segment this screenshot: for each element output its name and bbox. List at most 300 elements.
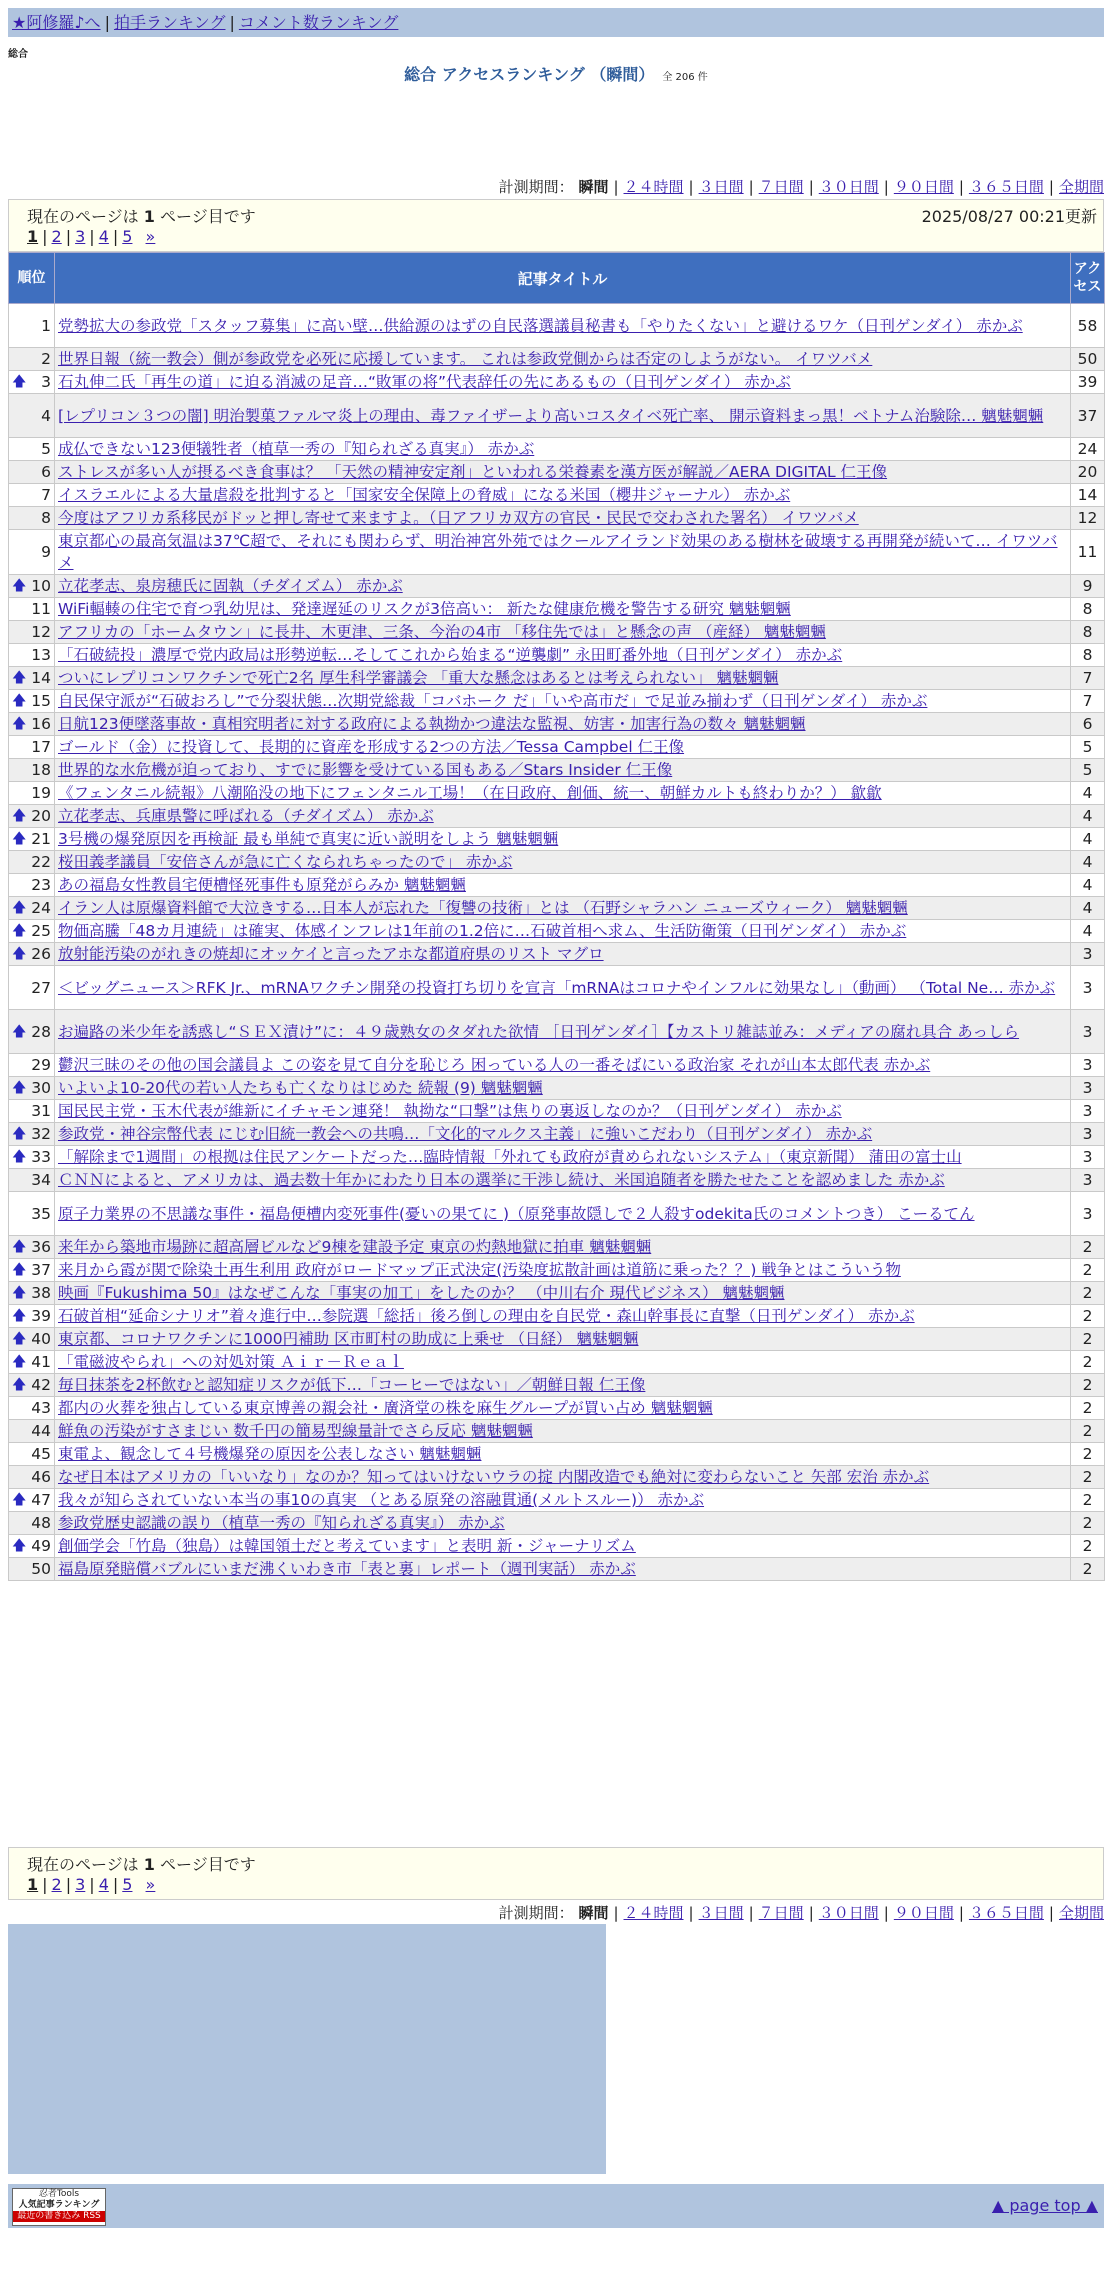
rank-cell: [9, 1420, 55, 1443]
access-count: 39: [1071, 371, 1105, 394]
article-link[interactable]: 今度はアフリカ系移民がドッと押し寄せて来ますよ。（日アフリカ双方の官民・民民で交わされた署名） イワツバメ: [58, 509, 859, 527]
title-cell: [55, 736, 1071, 759]
title-cell: [55, 1512, 1071, 1535]
ninja-tools-badge[interactable]: [12, 2188, 106, 2226]
page-title: [0, 62, 1112, 85]
article-link[interactable]: 鮮魚の汚染がすさまじい 数千円の簡易型線量計でさら反応 魑魅魍魎: [58, 1422, 533, 1440]
rank-number: 17: [31, 738, 51, 756]
access-count: 3: [1071, 1146, 1105, 1169]
table-row: [9, 348, 1105, 371]
title-cell: [55, 828, 1071, 851]
table-row: [9, 1420, 1105, 1443]
rank-number: 50: [31, 1560, 51, 1578]
rank-number: 41: [31, 1353, 51, 1371]
rank-number: 1: [41, 316, 51, 335]
rank-cell: [9, 644, 55, 667]
nav-link-asyura[interactable]: ★阿修羅♪へ: [12, 13, 101, 32]
rank-cell: [9, 530, 55, 575]
table-row: [9, 394, 1105, 438]
rank-number: 15: [31, 692, 51, 710]
article-link[interactable]: ＜ビッグニュース＞RFK Jr.、mRNAワクチン開発の投資打ち切りを宣言「mRNAはコロナやインフルに効果なし」（動画） （Total Ne… 赤かぶ: [58, 978, 1056, 997]
title-cell: [55, 1328, 1071, 1351]
rank-cell: [9, 1100, 55, 1123]
table-row: [9, 1259, 1105, 1282]
page-link-2[interactable]: 2: [51, 227, 62, 246]
title-cell: [55, 304, 1071, 348]
table-row: [9, 1374, 1105, 1397]
rank-cell: [9, 1236, 55, 1259]
table-row: [9, 1192, 1105, 1236]
access-count: 3: [1071, 1169, 1105, 1192]
rank-cell: [9, 736, 55, 759]
rank-cell: [9, 371, 55, 394]
rank-cell: [9, 1146, 55, 1169]
period-selector-top: 計測期間： 瞬間 | ２４時間 | ３日間 | ７日間 | ３０日間 | ９０日間 | ３６５日間 | 全期間: [498, 178, 1104, 196]
title-cell: [55, 575, 1071, 598]
top-nav: [8, 8, 1104, 37]
table-row: [9, 1558, 1105, 1581]
period-link-all[interactable]: 全期間: [1058, 178, 1104, 196]
title-cell: [55, 371, 1071, 394]
page-link-5[interactable]: 5: [122, 1875, 133, 1894]
rank-number: 24: [31, 899, 51, 917]
article-link[interactable]: 参政党歴史認識の誤り（植草一秀の『知られざる真実』） 赤かぶ: [58, 1514, 505, 1532]
period-current: 瞬間: [578, 1904, 609, 1922]
period-link-7d[interactable]: ７日間: [758, 1904, 804, 1922]
rank-cell: [9, 1169, 55, 1192]
article-link[interactable]: 日航123便墜落事故・真相究明者に対する政府による執拗かつ違法な監視、妨害・加害行為の数々 魑魅魍魎: [58, 715, 806, 733]
rank-cell: [9, 1259, 55, 1282]
title-cell: [55, 394, 1071, 438]
title-cell: [55, 621, 1071, 644]
title-cell: [55, 1054, 1071, 1077]
period-link-90d[interactable]: ９０日間: [893, 178, 954, 196]
rank-up-arrow-icon: 🡅: [12, 1239, 27, 1255]
article-link[interactable]: 国民民主党・玉木代表が維新にイチャモン連発！ 執拗な“口撃”は焦りの裏返しなのか？（日刊ゲンダイ） 赤かぶ: [58, 1102, 842, 1120]
rank-cell: [9, 805, 55, 828]
article-link[interactable]: 原子力業界の不思議な事件・福島便槽内変死事件(憂いの果てに )（原発事故隠しで２人殺すodekita氏のコメントつき） こーるてん: [58, 1204, 975, 1223]
table-header-row: [9, 253, 1105, 304]
period-link-30d[interactable]: ３０日間: [818, 178, 879, 196]
access-count: 2: [1071, 1489, 1105, 1512]
rank-cell: [9, 667, 55, 690]
rank-up-arrow-icon: 🡅: [12, 831, 27, 847]
table-row: [9, 1282, 1105, 1305]
rank-cell: [9, 461, 55, 484]
rank-up-arrow-icon: 🡅: [12, 1080, 27, 1096]
rank-number: 22: [31, 853, 51, 871]
access-count: 9: [1071, 575, 1105, 598]
article-link[interactable]: ＣＮＮによると、アメリカは、過去数十年かにわたり日本の選挙に干渉し続け、米国追随者を勝たせたことを認めました 赤かぶ: [58, 1171, 945, 1189]
rank-cell: [9, 690, 55, 713]
title-cell: [55, 713, 1071, 736]
rank-up-arrow-icon: 🡅: [12, 670, 27, 686]
period-link-3d[interactable]: ３日間: [698, 1904, 744, 1922]
rank-cell: [9, 759, 55, 782]
updated-timestamp: 2025/08/27 00:21更新: [921, 207, 1097, 226]
ad-placeholder: [8, 1924, 606, 2174]
title-cell: [55, 1146, 1071, 1169]
rank-cell: [9, 874, 55, 897]
access-count: 6: [1071, 713, 1105, 736]
article-link[interactable]: 自民保守派が“石破おろし”で分裂状態…次期党総裁「コバホーク だ」「いや高市だ」で足並み揃わず（日刊ゲンダイ） 赤かぶ: [58, 692, 928, 710]
access-count: 2: [1071, 1535, 1105, 1558]
page-link-2[interactable]: 2: [51, 1875, 62, 1894]
title-cell: [55, 1192, 1071, 1236]
access-count: 2: [1071, 1328, 1105, 1351]
rank-number: 37: [31, 1261, 51, 1279]
page-link-next[interactable]: »: [145, 1875, 156, 1894]
rank-up-arrow-icon: 🡅: [12, 578, 27, 594]
nav-link-comment-ranking[interactable]: コメント数ランキング: [238, 13, 399, 32]
page-title-text: 総合 アクセスランキング （瞬間）: [404, 65, 655, 84]
article-link[interactable]: ついにレプリコンワクチンで死亡2名 厚生科学審議会 「重大な懸念はあるとは考えられない」 魑魅魍魎: [58, 669, 779, 687]
article-link[interactable]: 立花孝志、兵庫県警に呼ばれる（チダイズム） 赤かぶ: [58, 807, 434, 825]
title-cell: [55, 598, 1071, 621]
title-cell: [55, 507, 1071, 530]
article-link[interactable]: お遍路の米少年を誘惑し“ＳＥＸ漬け”に：４９歳熟女のタダれた欲情 ［日刊ゲンダイ］【カストリ雑誌並み：メディアの腐れ具合 あっしら: [58, 1022, 1020, 1041]
rank-number: 25: [31, 922, 51, 940]
table-row: [9, 1169, 1105, 1192]
table-row: [9, 1077, 1105, 1100]
article-link[interactable]: イスラエルによる大量虐殺を批判すると「国家安全保障上の脅威」になる米国（櫻井ジャーナル） 赤かぶ: [58, 486, 791, 504]
rank-cell: [9, 1328, 55, 1351]
access-count: 3: [1071, 1100, 1105, 1123]
rank-up-arrow-icon: 🡅: [12, 1126, 27, 1142]
page-top-link[interactable]: ▲ page top ▲: [991, 2196, 1098, 2215]
article-link[interactable]: アフリカの「ホームタウン」に長井、木更津、三条、今治の4市 「移住先では」と懸念の声 （産経） 魑魅魍魎: [58, 623, 826, 641]
rank-up-arrow-icon: 🡅: [12, 1285, 27, 1301]
nav-link-applause-ranking[interactable]: 拍手ランキング: [113, 13, 226, 32]
access-count: 11: [1071, 530, 1105, 575]
table-row: [9, 736, 1105, 759]
period-current: 瞬間: [578, 178, 609, 196]
access-count: 37: [1071, 394, 1105, 438]
access-count: 4: [1071, 851, 1105, 874]
rank-number: 9: [41, 543, 51, 561]
rank-number: 16: [31, 715, 51, 733]
rank-up-arrow-icon: 🡅: [12, 900, 27, 916]
article-link[interactable]: 石丸伸二氏「再生の道」に迫る消滅の足音…“敗軍の将”代表辞任の先にあるもの（日刊ゲンダイ） 赤かぶ: [58, 373, 791, 391]
title-cell: [55, 897, 1071, 920]
article-link[interactable]: 世界日報（統一教会）側が参政党を必死に応援しています。 これは参政党側からは否定のしようがない。 イワツバメ: [58, 350, 873, 368]
table-row: [9, 759, 1105, 782]
rank-cell: [9, 782, 55, 805]
article-link[interactable]: 「電磁波やられ」への対処対策 Ａｉｒ－Ｒｅａｌ: [58, 1353, 404, 1371]
header-count: アクセス: [1071, 253, 1105, 304]
rank-number: 18: [31, 761, 51, 779]
title-cell: [55, 348, 1071, 371]
rank-cell: [9, 304, 55, 348]
article-link[interactable]: あの福島女性教員宅便槽怪死事件も原発がらみか 魑魅魍魎: [58, 876, 466, 894]
current-page-number: 1: [143, 207, 155, 226]
table-row: [9, 713, 1105, 736]
table-row: [9, 1010, 1105, 1054]
rank-number: 44: [31, 1422, 51, 1440]
period-link-30d[interactable]: ３０日間: [818, 1904, 879, 1922]
rank-cell: [9, 1351, 55, 1374]
title-cell: [55, 1259, 1071, 1282]
page-link-5[interactable]: 5: [122, 227, 133, 246]
rank-number: 38: [31, 1284, 51, 1302]
period-link-3d[interactable]: ３日間: [698, 178, 744, 196]
access-count: 24: [1071, 438, 1105, 461]
title-cell: [55, 461, 1071, 484]
total-count: 全 206 件: [662, 72, 708, 83]
rank-cell: [9, 1535, 55, 1558]
rank-cell: [9, 943, 55, 966]
article-link[interactable]: 石破首相“延命シナリオ”着々進行中…参院選「総括」後ろ倒しの理由を自民党・森山幹事長に直撃（日刊ゲンダイ） 赤かぶ: [58, 1307, 915, 1325]
access-count: 8: [1071, 621, 1105, 644]
article-link[interactable]: 来年から築地市場跡に超高層ビルなど9棟を建設予定 東京の灼熱地獄に拍車 魑魅魍魎: [58, 1238, 652, 1256]
access-count: 3: [1071, 1123, 1105, 1146]
article-link[interactable]: 《フェンタニル続報》八潮陥没の地下にフェンタニル工場！（在日政府、創価、統一、朝鮮カルトも終わりか？） 歙歙: [58, 784, 882, 802]
access-count: 2: [1071, 1466, 1105, 1489]
article-link[interactable]: 参政党・神谷宗幣代表 にじむ旧統一教会への共鳴…「文化的マルクス主義」に強いこだわり（日刊ゲンダイ） 赤かぶ: [58, 1125, 873, 1143]
rank-number: 4: [41, 406, 51, 425]
rank-number: 33: [31, 1148, 51, 1166]
period-link-24h[interactable]: ２４時間: [623, 178, 684, 196]
article-link[interactable]: 「解除まで1週間」の根拠は住民アンケートだった…臨時情報「外れても政府が責められないシステム」（東京新聞） 蒲田の富士山: [58, 1148, 962, 1166]
table-row: [9, 1146, 1105, 1169]
table-row: [9, 461, 1105, 484]
page-link-4[interactable]: 4: [98, 1875, 109, 1894]
rank-up-arrow-icon: 🡅: [12, 1377, 27, 1393]
title-cell: [55, 690, 1071, 713]
rank-cell: [9, 348, 55, 371]
title-cell: [55, 1236, 1071, 1259]
rank-cell: [9, 394, 55, 438]
rank-up-arrow-icon: 🡅: [12, 1538, 27, 1554]
article-link[interactable]: ゴールド（金）に投資して、長期的に資産を形成する2つの方法／Tessa Campbel 仁王像: [58, 738, 685, 756]
article-link[interactable]: 放射能汚染のがれきの焼却にオッケイと言ったアホな都道府県のリスト マグロ: [58, 945, 604, 963]
table-row: [9, 644, 1105, 667]
rank-cell: [9, 598, 55, 621]
table-row: [9, 530, 1105, 575]
access-count: 4: [1071, 920, 1105, 943]
ranking-table: [8, 252, 1105, 1581]
article-link[interactable]: ストレスが多い人が摂るべき食事は？ 「天然の精神安定剤」といわれる栄養素を漢方医が解説／AERA DIGITAL 仁王像: [58, 463, 888, 481]
rank-number: 11: [31, 600, 51, 618]
rank-number: 12: [31, 623, 51, 641]
period-link-24h[interactable]: ２４時間: [623, 1904, 684, 1922]
page-link-3[interactable]: 3: [75, 227, 86, 246]
rank-up-arrow-icon: 🡅: [12, 1492, 27, 1508]
rank-cell: [9, 1443, 55, 1466]
article-link[interactable]: 都内の火葬を独占している東京博善の親会社・廣済堂の株を麻生グループが買い占め 魑魅魍魎: [58, 1399, 713, 1417]
article-link[interactable]: 「石破続投」濃厚で党内政局は形勢逆転…そしてこれから始まる“逆襲劇” 永田町番外地（日刊ゲンダイ） 赤かぶ: [58, 646, 843, 664]
table-row: [9, 1054, 1105, 1077]
table-row: [9, 828, 1105, 851]
rank-cell: [9, 1512, 55, 1535]
article-link[interactable]: 物価高騰「48カ月連続」は確実、体感インフレは1年前の1.2倍に…石破首相へ求ム、生活防衛策（日刊ゲンダイ） 赤かぶ: [58, 922, 907, 940]
rank-number: 39: [31, 1307, 51, 1325]
title-cell: [55, 874, 1071, 897]
title-cell: [55, 1169, 1071, 1192]
table-row: [9, 1123, 1105, 1146]
access-count: 2: [1071, 1420, 1105, 1443]
access-count: 2: [1071, 1443, 1105, 1466]
page-link-current: 1: [27, 227, 39, 246]
rank-number: 29: [31, 1056, 51, 1074]
table-row: [9, 575, 1105, 598]
access-count: 12: [1071, 507, 1105, 530]
page-link-3[interactable]: 3: [75, 1875, 86, 1894]
article-link[interactable]: 鬱沢三昧のその他の国会議員よ この姿を見て自分を恥じろ 困っている人の一番そばにいる政治家 それが山本太郎代表 赤かぶ: [58, 1056, 931, 1074]
article-link[interactable]: 東京都、コロナワクチンに1000円補助 区市町村の助成に上乗せ （日経） 魑魅魍魎: [58, 1330, 639, 1348]
nav-separator: |: [229, 13, 235, 32]
title-cell: [55, 530, 1071, 575]
page-link-current: 1: [27, 1875, 39, 1894]
period-link-365d[interactable]: ３６５日間: [968, 178, 1044, 196]
rank-up-arrow-icon: 🡅: [12, 1023, 27, 1040]
rank-cell: [9, 507, 55, 530]
title-cell: [55, 1443, 1071, 1466]
period-link-90d[interactable]: ９０日間: [893, 1904, 954, 1922]
article-link[interactable]: 創価学会「竹島（独島）は韓国領土だと考えています」と表明 新・ジャーナリズム: [58, 1537, 636, 1555]
page-links: 1 | 2 | 3 | 4 | 5 »: [27, 227, 156, 246]
article-link[interactable]: 立花孝志、泉房穂氏に固執（チダイズム） 赤かぶ: [58, 577, 403, 595]
title-cell: [55, 805, 1071, 828]
badge-rss-text: 最近の書き込み RSS: [13, 2211, 105, 2222]
access-count: 3: [1071, 943, 1105, 966]
title-cell: [55, 782, 1071, 805]
article-link[interactable]: 東京都心の最高気温は37℃超で、それにも関わらず、明治神宮外苑ではクールアイランド効果のある樹林を破壊する再開発が続いて… イワツバメ: [58, 532, 1058, 572]
article-link[interactable]: [レプリコン３つの闇] 明治製菓ファルマ炎上の理由、毒ファイザーより高いコスタイベ死亡率、 開示資料まっ黒！ベトナム治験除… 魑魅魍魎: [58, 406, 1044, 425]
access-count: 4: [1071, 874, 1105, 897]
period-link-365d[interactable]: ３６５日間: [968, 1904, 1044, 1922]
access-count: 7: [1071, 667, 1105, 690]
title-cell: [55, 1100, 1071, 1123]
pager-bottom: [8, 1847, 1104, 1900]
title-cell: [55, 943, 1071, 966]
table-row: [9, 507, 1105, 530]
table-row: [9, 782, 1105, 805]
table-row: [9, 920, 1105, 943]
rank-cell: [9, 438, 55, 461]
access-count: 2: [1071, 1374, 1105, 1397]
title-cell: [55, 667, 1071, 690]
title-cell: [55, 1420, 1071, 1443]
badge-top-text: 忍者Tools: [38, 2189, 80, 2199]
article-link[interactable]: イラン人は原爆資料館で大泣きする…日本人が忘れた「復讐の技術」とは （石野シャラハン ニューズウィーク） 魑魅魍魎: [58, 899, 908, 917]
page-link-next[interactable]: »: [145, 227, 156, 246]
article-link[interactable]: 3号機の爆発原因を再検証 最も単純で真実に近い説明をしよう 魑魅魍魎: [58, 830, 559, 848]
period-label: 計測期間：: [498, 1904, 574, 1922]
access-count: 5: [1071, 759, 1105, 782]
article-link[interactable]: 成仏できない123便犠牲者（植草一秀の『知られざる真実』） 赤かぶ: [58, 440, 535, 458]
rank-number: 26: [31, 945, 51, 963]
rank-number: 34: [31, 1171, 51, 1189]
period-label: 計測期間：: [498, 178, 574, 196]
rank-cell: [9, 621, 55, 644]
access-count: 2: [1071, 1512, 1105, 1535]
table-row: [9, 598, 1105, 621]
title-cell: [55, 966, 1071, 1010]
table-row: [9, 1100, 1105, 1123]
table-row: [9, 621, 1105, 644]
rank-number: 35: [31, 1204, 51, 1223]
period-link-all[interactable]: 全期間: [1058, 1904, 1104, 1922]
table-row: [9, 438, 1105, 461]
rank-number: 31: [31, 1102, 51, 1120]
article-link[interactable]: 我々が知らされていない本当の事10の真実 （とある原発の溶融貫通(メルトスルー)） 赤かぶ: [58, 1491, 705, 1509]
rank-up-arrow-icon: 🡅: [12, 1331, 27, 1347]
access-count: 3: [1071, 1192, 1105, 1236]
rank-number: 48: [31, 1514, 51, 1532]
title-cell: [55, 1282, 1071, 1305]
access-count: 50: [1071, 348, 1105, 371]
rank-cell: [9, 1054, 55, 1077]
access-count: 2: [1071, 1305, 1105, 1328]
access-count: 4: [1071, 897, 1105, 920]
title-cell: [55, 1374, 1071, 1397]
article-link[interactable]: 毎日抹茶を2杯飲むと認知症リスクが低下…「コーヒーではない」／朝鮮日報 仁王像: [58, 1376, 646, 1394]
rank-cell: [9, 1558, 55, 1581]
rank-number: 28: [31, 1022, 51, 1041]
rank-cell: [9, 1466, 55, 1489]
article-link[interactable]: 来月から霞が関で除染土再生利用 政府がロードマップ正式決定(汚染度拡散計画は道筋に乗った？？) 戦争とはこういう物: [58, 1261, 901, 1279]
period-link-7d[interactable]: ７日間: [758, 178, 804, 196]
rank-up-arrow-icon: 🡅: [12, 693, 27, 709]
title-cell: [55, 1305, 1071, 1328]
rank-up-arrow-icon: 🡅: [12, 1149, 27, 1165]
table-row: [9, 1512, 1105, 1535]
access-count: 2: [1071, 1259, 1105, 1282]
rank-number: 40: [31, 1330, 51, 1348]
category-label: 総合: [8, 49, 28, 60]
article-link[interactable]: WiFi輻輳の住宅で育つ乳幼児は、発達遅延のリスクが3倍高い： 新たな健康危機を警告する研究 魑魅魍魎: [58, 600, 791, 618]
footer: [8, 2184, 1104, 2228]
rank-number: 7: [41, 486, 51, 504]
badge-mid-text: 人気記事ランキング: [18, 2200, 100, 2210]
table-row: [9, 851, 1105, 874]
article-link[interactable]: いよいよ10-20代の若い人たちも亡くなりはじめた 続報 (9) 魑魅魍魎: [58, 1079, 543, 1097]
rank-cell: [9, 484, 55, 507]
rank-cell: [9, 1077, 55, 1100]
rank-number: 46: [31, 1468, 51, 1486]
page-link-4[interactable]: 4: [98, 227, 109, 246]
table-row: [9, 943, 1105, 966]
article-link[interactable]: 桜田義孝議員「安倍さんが急に亡くなられちゃったので」 赤かぶ: [58, 853, 513, 871]
article-link[interactable]: 福島原発賠償バブルにいまだ沸くいわき市「表と裏」レポート（週刊実話） 赤かぶ: [58, 1560, 636, 1578]
rank-number: 13: [31, 646, 51, 664]
article-link[interactable]: 東電よ、観念して４号機爆発の原因を公表しなさい 魑魅魍魎: [58, 1445, 482, 1463]
article-link[interactable]: 映画『Fukushima 50』はなぜこんな「事実の加工」をしたのか？ （中川右介 現代ビジネス） 魑魅魍魎: [58, 1284, 785, 1302]
access-count: 3: [1071, 1077, 1105, 1100]
title-cell: [55, 851, 1071, 874]
rank-number: 14: [31, 669, 51, 687]
title-cell: [55, 1558, 1071, 1581]
access-count: 3: [1071, 1010, 1105, 1054]
article-link[interactable]: 党勢拡大の参政党「スタッフ募集」に高い壁…供給源のはずの自民落選議員秘書も「やりたくない」と避けるワケ（日刊ゲンダイ） 赤かぶ: [58, 316, 1023, 335]
article-link[interactable]: 世界的な水危機が迫っており、すでに影響を受けている国もある／Stars Insider 仁王像: [58, 761, 673, 779]
header-rank: 順位: [9, 253, 55, 304]
article-link[interactable]: なぜ日本はアメリカの「いいなり」なのか？知ってはいけないウラの掟 内閣改造でも絶対に変わらないこと 矢部 宏治 赤かぶ: [58, 1468, 930, 1486]
title-cell: [55, 1123, 1071, 1146]
access-count: 5: [1071, 736, 1105, 759]
table-row: [9, 690, 1105, 713]
table-row: [9, 805, 1105, 828]
access-count: 3: [1071, 1054, 1105, 1077]
rank-cell: [9, 713, 55, 736]
rank-cell: [9, 920, 55, 943]
rank-number: 32: [31, 1125, 51, 1143]
current-page-text: 現在のページは 1 ページ目です: [27, 207, 256, 226]
title-cell: [55, 1535, 1071, 1558]
current-page-text: 現在のページは 1 ページ目です: [27, 1855, 256, 1874]
title-cell: [55, 1351, 1071, 1374]
